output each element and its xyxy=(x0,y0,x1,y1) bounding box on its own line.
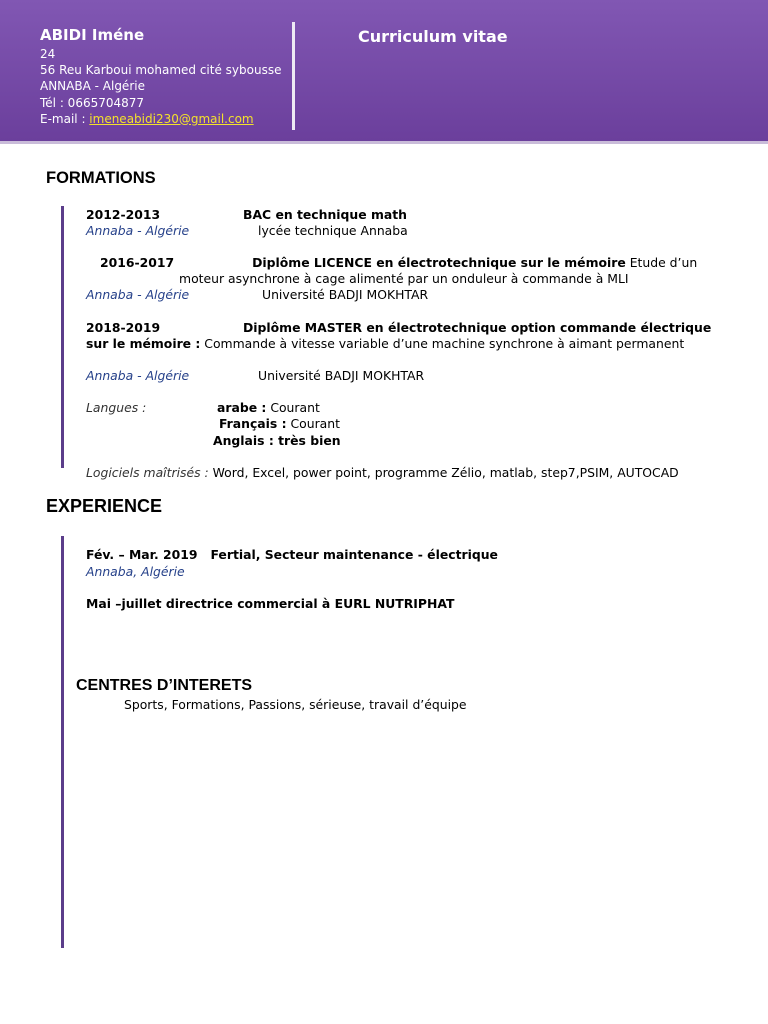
software-label: Logiciels maîtrisés : xyxy=(86,465,209,480)
formation-2-place: Annaba - Algérie xyxy=(86,287,190,302)
experience-1-place: Annaba, Algérie xyxy=(86,564,185,579)
language-arabic-name: arabe : xyxy=(217,400,267,415)
contact-block xyxy=(40,46,281,127)
address-line-3: ANNABA - Algérie xyxy=(40,79,145,94)
header-banner xyxy=(0,0,768,144)
language-english: Anglais : très bien xyxy=(213,433,341,448)
experience-title: EXPERIENCE xyxy=(46,496,163,516)
experience-1-period: Fév. – Mar. 2019 xyxy=(86,547,198,562)
formation-2-diploma: Diplôme LICENCE en électrotechnique sur le mémoire xyxy=(252,255,626,270)
language-french xyxy=(219,416,340,432)
address-line-2: 56 Reu Karboui mohamed cité sybousse xyxy=(40,63,282,78)
formation-1-years: 2012-2013 xyxy=(86,207,161,222)
header-divider xyxy=(292,22,295,130)
language-arabic-level: Courant xyxy=(266,400,320,415)
formation-2-heading xyxy=(100,255,697,271)
formation-3-memo: Commande à vitesse variable d’une machine synchrone à aimant permanent xyxy=(200,336,685,351)
formations-bar xyxy=(61,206,64,468)
address-line-1: 24 xyxy=(40,47,56,61)
formation-3-place: Annaba - Algérie xyxy=(86,368,190,383)
formation-2-memo: Etude d’un xyxy=(625,255,698,270)
experience-1-role: Fertial, Secteur maintenance - électrique xyxy=(210,547,498,562)
experience-1-heading xyxy=(86,547,498,563)
formation-3-diploma: Diplôme MASTER en électrotechnique option commande électrique xyxy=(243,320,712,335)
language-french-level: Courant xyxy=(286,416,340,431)
formation-3-memo-label: sur le mémoire : xyxy=(86,336,201,351)
formation-3-years: 2018-2019 xyxy=(86,320,161,335)
software-row xyxy=(86,465,679,481)
phone: Tél : 0665704877 xyxy=(40,95,145,110)
candidate-name: ABIDI Iméne xyxy=(40,26,145,44)
document-title: Curriculum vitae xyxy=(358,27,508,46)
formation-2-school: Université BADJI MOKHTAR xyxy=(262,287,429,302)
formation-3-memo-row xyxy=(86,336,684,352)
email-row xyxy=(40,111,281,127)
formation-1-school: lycée technique Annaba xyxy=(258,223,408,238)
interests-text: Sports, Formations, Passions, sérieuse, travail d’équipe xyxy=(124,697,467,712)
interests-title: CENTRES D’INTERETS xyxy=(76,677,253,694)
email-link[interactable]: imeneabidi230@gmail.com xyxy=(89,111,254,126)
formation-2-memo-cont: moteur asynchrone à cage alimenté par un onduleur à commande à MLI xyxy=(179,271,629,286)
language-french-name: Français : xyxy=(219,416,287,431)
formation-2-years: 2016-2017 xyxy=(100,255,175,270)
language-arabic xyxy=(217,400,320,416)
formation-1-diploma: BAC en technique math xyxy=(243,207,407,222)
experience-bar xyxy=(61,536,64,948)
experience-2-text: Mai –juillet directrice commercial à EURL NUTRIPHAT xyxy=(86,596,455,611)
software-list: Word, Excel, power point, programme Zélio, matlab, step7,PSIM, AUTOCAD xyxy=(208,465,679,480)
formation-3-school: Université BADJI MOKHTAR xyxy=(258,368,425,383)
formations-title: FORMATIONS xyxy=(46,169,156,187)
languages-label: Langues : xyxy=(86,400,147,415)
formation-1-place: Annaba - Algérie xyxy=(86,223,190,238)
email-label: E-mail : xyxy=(40,111,90,126)
